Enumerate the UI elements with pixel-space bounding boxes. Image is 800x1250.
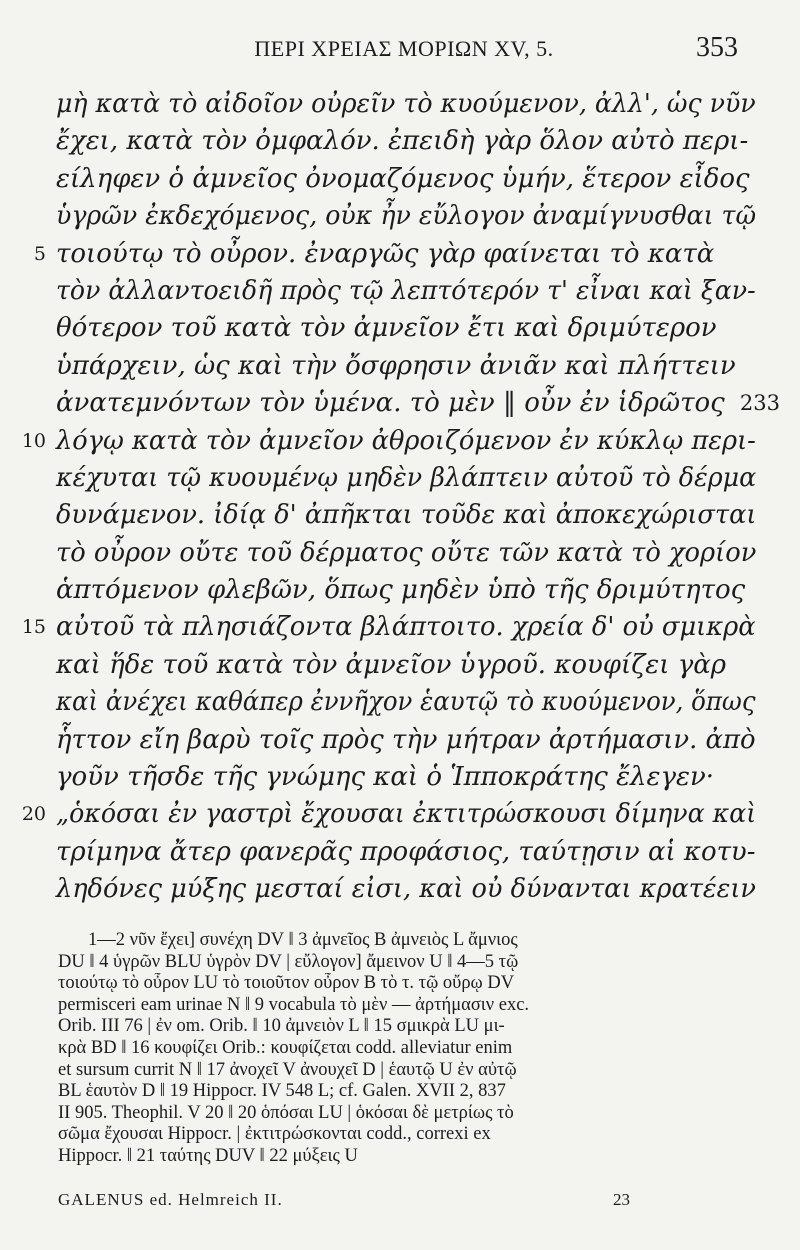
critical-apparatus (58, 930, 774, 1168)
apparatus-line (58, 1060, 774, 1082)
apparatus-line-text: permisceri eam urinae N ‖ 9 vocabula τὸ μὲν — ἀρτήμασιν exc. (58, 994, 530, 1015)
line-text: αὐτοῦ τὰ πλησιάζοντα βλάπτοιτο. χρεία δ' οὐ σμικρὰ (56, 612, 756, 643)
text-line (18, 722, 788, 759)
text-line (18, 460, 788, 497)
apparatus-line-text: 1—2 νῦν ἔχει] συνέχη DV ‖ 3 ἀμνεῖος B ἀμνειὸς L ἄμνιος (88, 930, 518, 950)
line-text: ἀνατεμνόντων τὸν ὑμένα. τὸ μὲν ‖ οὖν ἐν ἱδρῶτος (56, 388, 725, 419)
line-text: τοιούτῳ τὸ οὖρον. ἐναργῶς γὰρ φαίνεται τὸ κατὰ (56, 238, 715, 269)
line-text: ἧττον εἴη βαρὺ τοῖς πρὸς τὴν μήτραν ἀρτήμασιν. ἀπὸ (56, 724, 756, 755)
text-line (18, 759, 788, 796)
apparatus-line-text: σῶμα ἔχουσαι Hippocr. | ἐκτιτρώσκονται codd., correxi ex (58, 1124, 491, 1145)
apparatus-line (58, 995, 774, 1017)
text-line (18, 310, 788, 347)
printer-signature: GALENUS ed. Helmreich II. (58, 1190, 283, 1209)
text-line (18, 273, 788, 310)
apparatus-line-text: κρὰ BD ‖ 16 κουφίζει Orib.: κουφίζεται codd. alleviatur enim (58, 1037, 513, 1058)
text-line (18, 535, 788, 572)
sheet-number: 23 (613, 1190, 630, 1209)
page-number: 353 (696, 32, 738, 63)
apparatus-line (58, 1146, 774, 1168)
text-line (18, 236, 788, 273)
line-number: 20 (21, 803, 46, 826)
line-text: ὑγρῶν ἐκδεχόμενος, οὐκ ἦν εὔλογον ἀναμίγνυσθαι τῷ (56, 201, 757, 232)
line-text: τὸ οὖρον οὔτε τοῦ δέρματος οὔτε τῶν κατὰ τὸ χορίον (56, 537, 757, 568)
apparatus-line (58, 952, 774, 974)
line-text: τρίμηνα ἄτερ φανερᾶς προφάσιος, ταύτῃσιν αἱ κοτυ- (56, 836, 756, 867)
margin-reference: 233 (739, 391, 780, 416)
apparatus-line (58, 1103, 774, 1125)
apparatus-line-text: et sursum currit N ‖ 17 ἀνοχεῖ V ἀνουχεῖ D | ἑαυτῷ U ἐν αὐτῷ (58, 1059, 517, 1080)
text-line (18, 348, 788, 385)
apparatus-line (58, 973, 774, 995)
line-text: „ὁκόσαι ἐν γαστρὶ ἔχουσαι ἐκτιτρώσκουσι δίμηνα καὶ (56, 799, 757, 830)
text-line (18, 423, 788, 460)
apparatus-line-text: DU ‖ 4 ὑγρῶν BLU ὑγρὸν DV | εὔλογον] ἄμεινον U ‖ 4—5 τῷ (58, 951, 519, 972)
line-text: τὸν ἀλλαντοειδῆ πρὸς τῷ λεπτότερόν τ' εἶναι καὶ ξαν- (56, 275, 756, 306)
text-line (18, 572, 788, 609)
line-number: 5 (33, 242, 46, 265)
apparatus-line-text: BL ἑαυτὸν D ‖ 19 Hippocr. IV 548 L; cf. Galen. XVII 2, 837 (58, 1081, 506, 1102)
text-line (18, 647, 788, 684)
line-text: είληφεν ὁ ἀμνεῖος ὀνομαζόμενος ὑμήν, ἕτερον εἶδος (56, 163, 750, 194)
line-text: λόγῳ κατὰ τὸν ἀμνεῖον ἀθροιζόμενον ἐν κύκλῳ περι- (56, 425, 756, 456)
apparatus-line-text: τοιούτῳ τὸ οὖρον LU τὸ τοιοῦτον οὖρον B τὸ τ. τῷ οὔρῳ DV (58, 973, 515, 994)
apparatus-line (58, 1081, 774, 1103)
running-title: ΠΕΡΙ ΧΡΕΙΑΣ ΜΟΡΙΩΝ XV, 5. (254, 36, 554, 61)
text-line (18, 834, 788, 871)
line-text: κέχυται τῷ κυουμένῳ μηδὲν βλάπτειν αὐτοῦ τὸ δέρμα (56, 462, 757, 493)
text-line (18, 86, 788, 123)
running-head (70, 30, 738, 70)
text-line (18, 385, 788, 422)
apparatus-line-text: Orib. III 76 | ἐν om. Orib. ‖ 10 ἀμνειὸν L ‖ 15 σμικρὰ LU μι- (58, 1016, 505, 1037)
line-text: μὴ κατὰ τὸ αἰδοῖον οὐρεῖν τὸ κυούμενον, ἀλλ', ὡς νῦν (56, 89, 756, 119)
line-text: γοῦν τῆσδε τῆς γνώμης καὶ ὁ Ἱπποκράτης ἔλεγεν· (56, 762, 715, 793)
apparatus-line (58, 930, 774, 952)
text-line (18, 684, 788, 721)
text-line (18, 609, 788, 646)
line-text: θότερον τοῦ κατὰ τὸν ἀμνεῖον ἔτι καὶ δριμύτερον (56, 313, 717, 344)
main-text (18, 86, 788, 909)
line-text: ληδόνες μύξης μεσταί εἰσι, καὶ οὐ δύνανται κρατέειν (56, 874, 756, 905)
line-number: 15 (21, 616, 46, 639)
text-line (18, 497, 788, 534)
text-line (18, 123, 788, 160)
line-text: ὑπάρχειν, ὡς καὶ τὴν ὄσφρησιν ἀνιᾶν καὶ πλήττειν (56, 350, 736, 381)
line-text: ἔχει, κατὰ τὸν ὀμφαλόν. ἐπειδὴ γὰρ ὅλον αὐτὸ περι- (56, 126, 749, 157)
line-number: 10 (21, 429, 46, 452)
apparatus-line (58, 1124, 774, 1146)
text-line (18, 198, 788, 235)
apparatus-line-text: II 905. Theophil. V 20 ‖ 20 ὁπόσαι LU | ὁκόσαι δὲ μετρίως τὸ (58, 1102, 514, 1123)
line-text: ἁπτόμενον φλεβῶν, ὅπως μηδὲν ὑπὸ τῆς δριμύτητος (56, 575, 746, 606)
line-text: καὶ ἥδε τοῦ κατὰ τὸν ἀμνεῖον ὑγροῦ. κουφίζει γὰρ (56, 649, 727, 680)
apparatus-line (58, 1038, 774, 1060)
line-text: καὶ ἀνέχει καθάπερ ἐννῆχον ἑαυτῷ τὸ κυούμενον, ὅπως (56, 687, 756, 718)
apparatus-line (58, 1016, 774, 1038)
line-text: δυνάμενον. ἰδίᾳ δ' ἀπῆκται τοῦδε καὶ ἀποκεχώρισται (56, 500, 757, 531)
text-line (18, 796, 788, 833)
apparatus-line-text: Hippocr. ‖ 21 ταύτης DUV ‖ 22 μύξεις U (58, 1145, 358, 1166)
text-line (18, 871, 788, 908)
text-line (18, 161, 788, 198)
